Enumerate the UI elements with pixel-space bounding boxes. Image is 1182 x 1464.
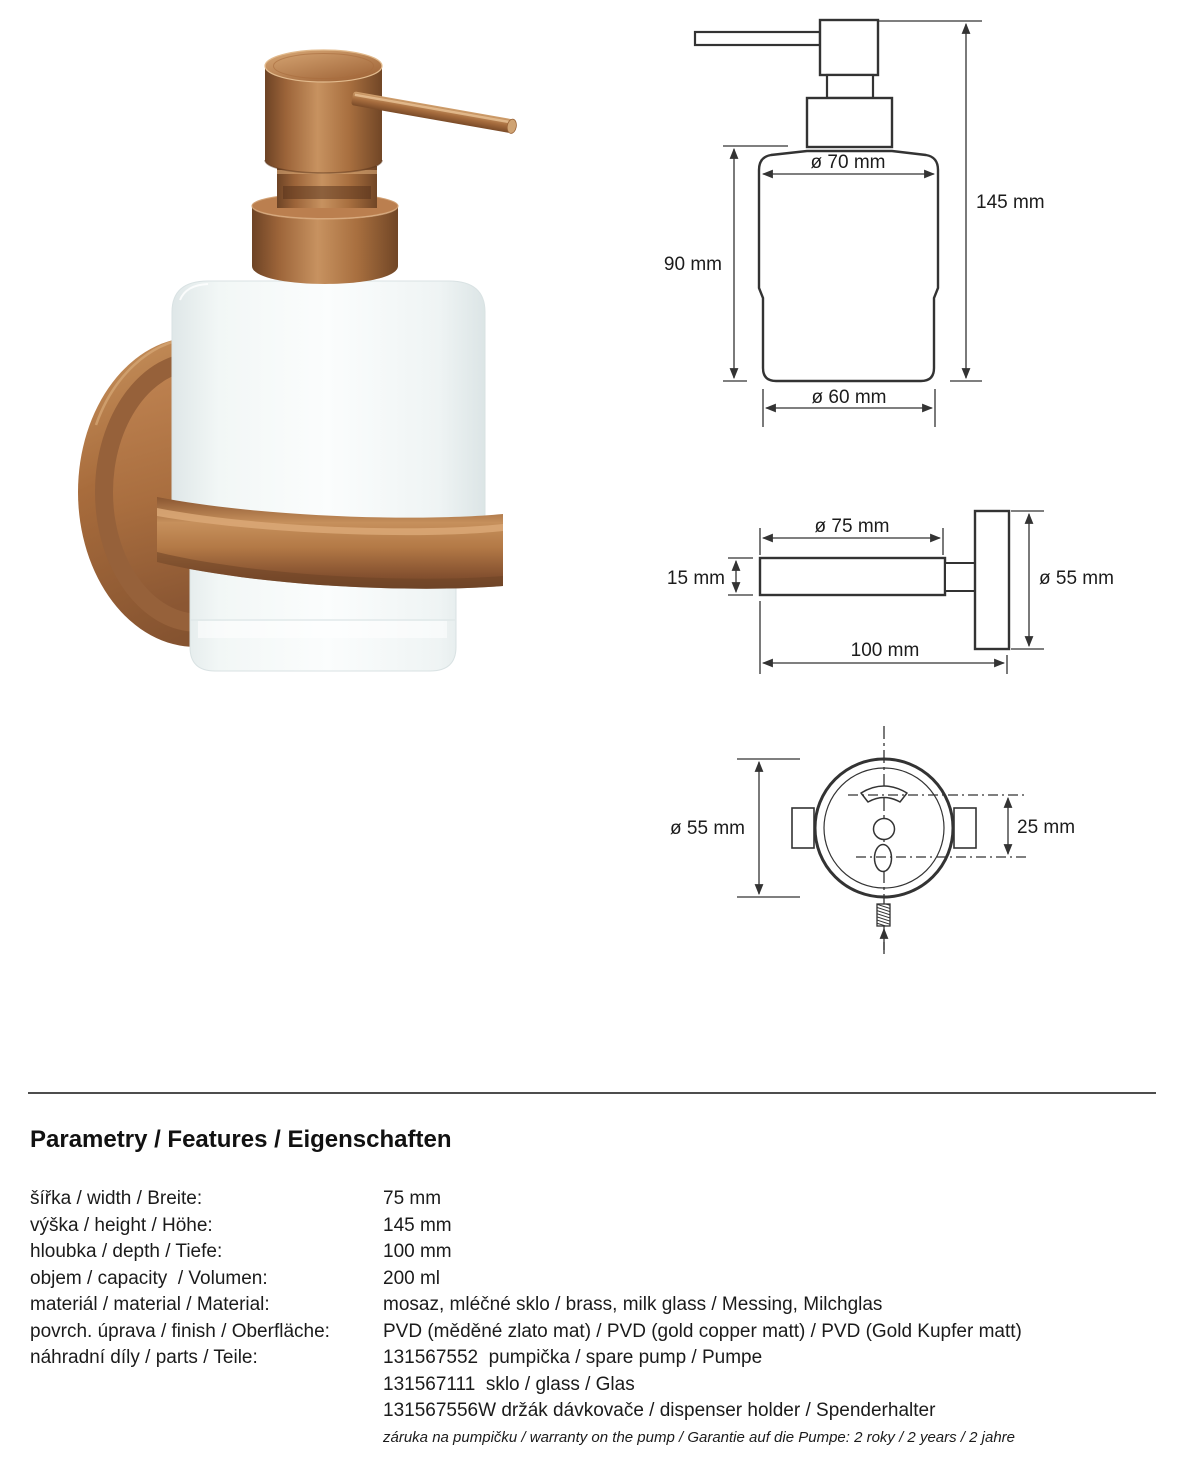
spec-row-parts-2 [30,1372,1150,1399]
drawing-back-view [670,726,1075,954]
spec-value: 100 mm [383,1241,452,1262]
spec-row-height [30,1213,1150,1240]
dim-back-hole-spacing: 25 mm [1017,817,1076,838]
spec-label [30,1372,383,1399]
dim-side-total-depth: 100 mm [850,640,920,661]
spec-value: záruka na pumpičku / warranty on the pump / Garantie auf die Pumpe: 2 roky / 2 years / 2 jahre [383,1428,1015,1446]
spec-value: 75 mm [383,1188,442,1209]
dim-front-diameter-bottom: ø 60 mm [811,387,887,408]
spec-label: hloubka / depth / Tiefe: [30,1241,223,1262]
dim-front-total-height: 145 mm [976,192,1045,213]
spec-row-capacity [30,1266,1150,1293]
drawing-side-view [667,511,1114,674]
dim-front-diameter-top: ø 70 mm [810,152,886,173]
drawing-front-view [664,20,1045,427]
section-divider [28,1092,1156,1094]
spec-row-parts-1 [30,1345,1150,1372]
spec-label [30,1425,383,1452]
spec-value: 145 mm [383,1214,452,1236]
spec-value: PVD (měděné zlato mat) / PVD (gold copper matt) / PVD (Gold Kupfer matt) [383,1320,1022,1342]
spec-row-warranty [30,1425,1150,1452]
spec-label: náhradní díly / parts / Teile: [30,1347,258,1368]
dim-back-plate-diameter: ø 55 mm [670,818,745,839]
spec-label: objem / capacity / Volumen: [30,1267,268,1289]
product-photo [50,20,560,700]
pump-head [265,50,382,173]
specs-heading: Parametry / Features / Eigenschaften [30,1126,452,1153]
spec-label: povrch. úprava / finish / Oberfläche: [30,1320,330,1342]
spec-label: šířka / width / Breite: [30,1188,203,1209]
spec-row-finish [30,1319,1150,1346]
screw-icon [877,904,890,926]
spec-label: výška / height / Höhe: [30,1214,213,1236]
spec-value: 200 ml [383,1267,441,1289]
spec-row-parts-3 [30,1398,1150,1425]
spec-row-width [30,1186,1150,1213]
dim-front-body-height: 90 mm [663,254,722,275]
dim-side-arm-thickness: 15 mm [666,568,725,589]
glass-bottle [172,281,485,671]
spec-row-material [30,1292,1150,1319]
specs-table [30,1186,1150,1451]
dim-side-arm-length: ø 75 mm [814,516,890,537]
spec-value: 131567556W držák dávkovače / dispenser holder / Spenderhalter [383,1400,936,1421]
technical-drawings [640,0,1182,1020]
spec-label: materiál / material / Material: [30,1294,270,1315]
spec-value: 131567111 sklo / glass / Glas [383,1373,635,1395]
spec-row-depth [30,1239,1150,1266]
spec-value: mosaz, mléčné sklo / brass, milk glass / Messing, Milchglas [383,1294,883,1315]
dim-side-plate-diameter: ø 55 mm [1039,568,1114,589]
spec-value: 131567552 pumpička / spare pump / Pumpe [383,1347,763,1368]
spec-label [30,1398,383,1425]
